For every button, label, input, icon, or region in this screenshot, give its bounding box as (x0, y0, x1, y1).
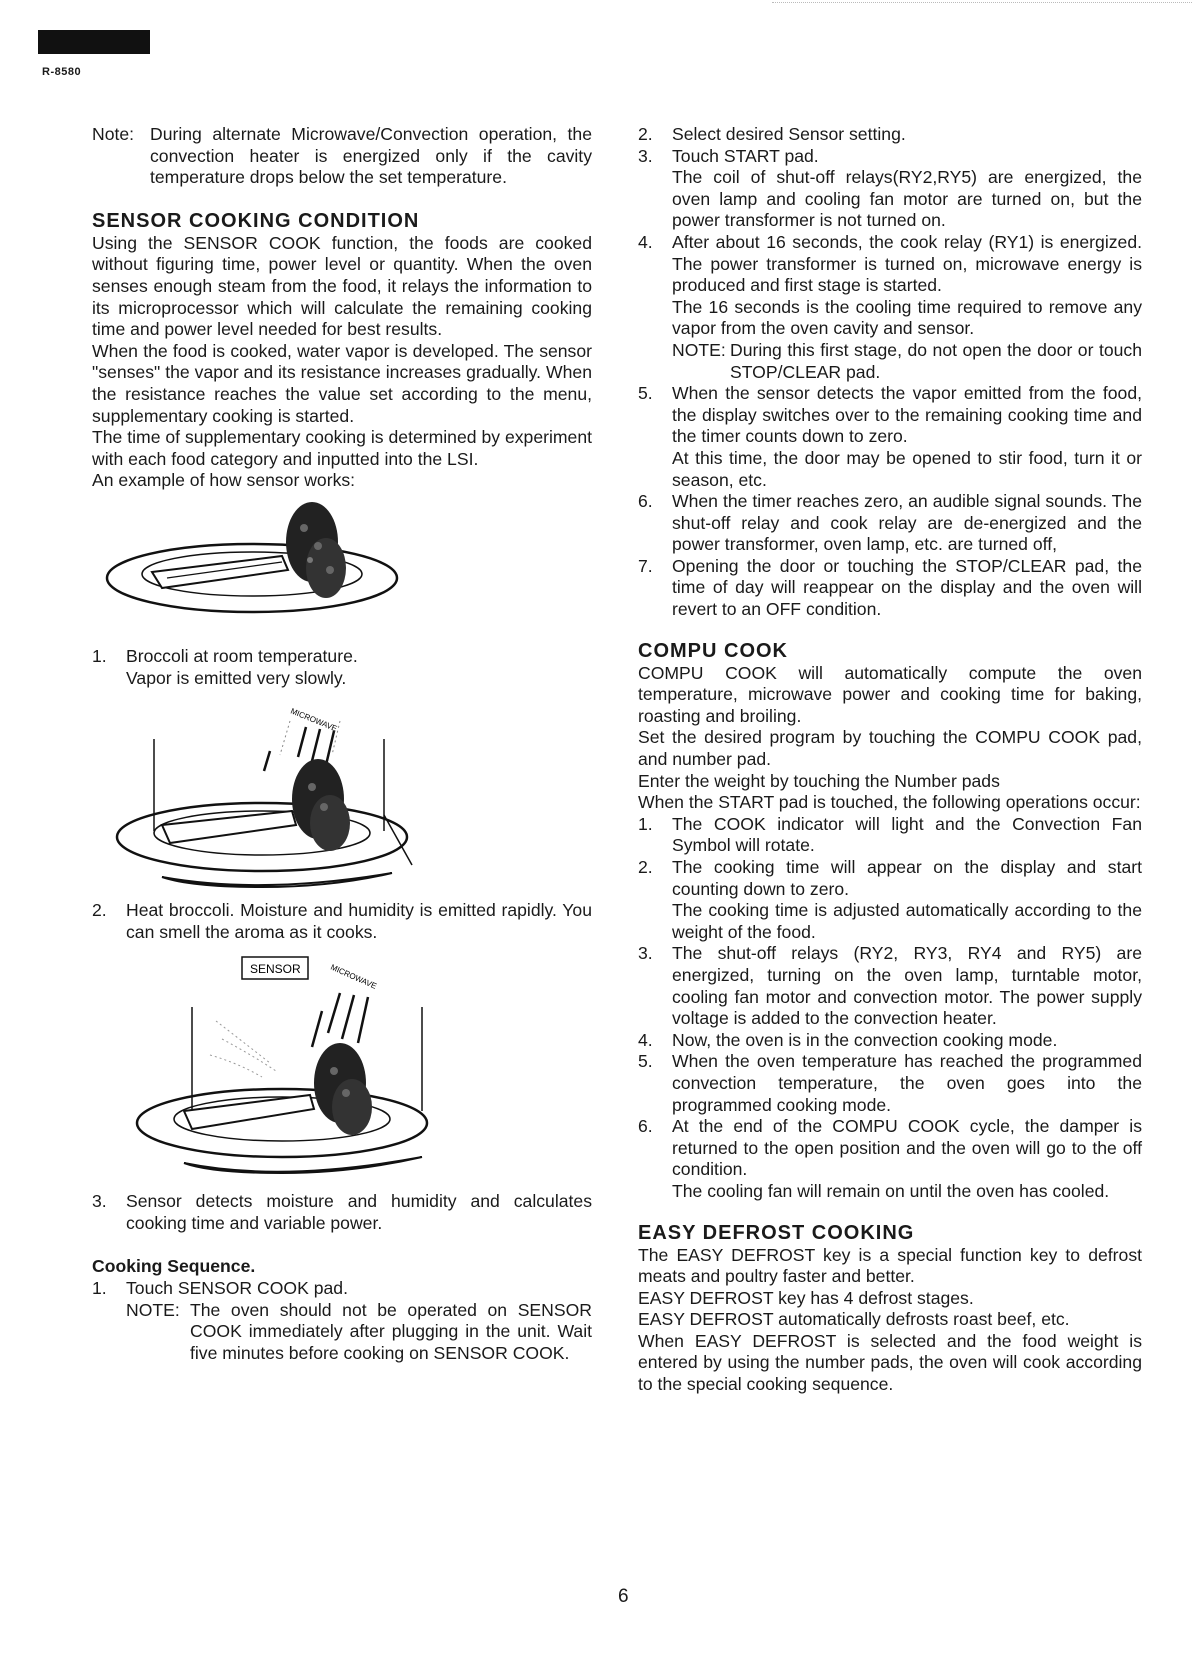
sensor-cooking-heading: SENSOR COOKING CONDITION (92, 209, 420, 232)
compu-step-4: 4. Now, the oven is in the convection cooking mode. (638, 1029, 1058, 1050)
defrost-para-3: EASY DEFROST automatically defrosts roast beef, etc. (638, 1309, 1070, 1330)
heat-broccoli-illustration (92, 695, 432, 900)
page-number: 6 (618, 1586, 629, 1607)
example-step-3: 3. Sensor detects moisture and humidity and calculates cooking time and variable power. (92, 1191, 592, 1233)
sensor-para-2: When the food is cooked, water vapor is developed. The sensor "senses" the vapor and its resistance increases gradually. When the resistance reaches the value set according to the menu, supplementary cooking is started. (92, 340, 592, 426)
sequence-step-1: 1. Touch SENSOR COOK pad. NOTE: The oven should not be operated on SENSOR COOK immediately after plugging in the unit. Wait five minutes before cooking on SENSOR COOK. (92, 1278, 592, 1363)
sequence-step-3: 3. Touch START pad. The coil of shut-off relays(RY2,RY5) are energized, the oven lamp and cooling fan motor are turned on, but the power transformer is not turned on. (638, 145, 1142, 231)
compu-step-3: 3. The shut-off relays (RY2, RY3, RY4 and RY5) are energized, turning on the oven lamp, turntable motor, cooling fan motor and convection motor. The power supply voltage is added to the convection heater. (638, 943, 1142, 1029)
compu-step-5: 5. When the oven temperature has reached the programmed convection temperature, the oven goes into the programmed cooking mode. (638, 1051, 1142, 1115)
sensor-label: SENSOR (250, 962, 301, 977)
convection-note (92, 124, 592, 189)
first-stage-note: NOTE: During this first stage, do not open the door or touch STOP/CLEAR pad. (672, 339, 1142, 382)
cooking-sequence-heading: Cooking Sequence. (92, 1256, 256, 1277)
defrost-para-1: The EASY DEFROST key is a special function key to defrost meats and poultry faster and better. (638, 1244, 1142, 1287)
microwave-label: MICROWAVE (289, 706, 339, 734)
defrost-para-4: When EASY DEFROST is selected and the food weight is entered by using the number pads, the oven will cook according to the special cooking sequence. (638, 1330, 1142, 1395)
top-dotted-rule (772, 2, 1192, 3)
sensor-detect-illustration (92, 951, 432, 1191)
microwave-label-2: MICROWAVE (329, 962, 378, 992)
sequence-step-6: 6. When the timer reaches zero, an audible signal sounds. The shut-off relay and cook relay are de-energized and the power transformer, oven lamp, etc. are turned off, (638, 491, 1142, 555)
compu-step-1: 1. The COOK indicator will light and the Convection Fan Symbol will rotate. (638, 813, 1142, 856)
sensor-para-4: An example of how sensor works: (92, 470, 356, 491)
note-label: Note: (92, 124, 135, 144)
sensor-cook-note: NOTE: The oven should not be operated on SENSOR COOK immediately after plugging in the unit. Wait five minutes before cooking on SENSOR COOK. (126, 1299, 592, 1363)
easy-defrost-heading: EASY DEFROST COOKING (638, 1221, 915, 1244)
compu-para-1: COMPU COOK will automatically compute the oven temperature, microwave power and cooking time for baking, roasting and broiling. (638, 662, 1142, 726)
compu-para-2: Set the desired program by touching the COMPU COOK pad, and number pad. (638, 727, 1142, 770)
sequence-step-5: 5. When the sensor detects the vapor emitted from the food, the display switches over to the remaining cooking time and the timer counts down to zero. At this time, the door may be opened to stir food, turn it or season, etc. (638, 383, 1142, 490)
sequence-step-7: 7. Opening the door or touching the STOP/CLEAR pad, the time of day will reappear on the display and the oven will revert to an OFF condition. (638, 555, 1142, 620)
header-black-tab (38, 30, 150, 54)
note-text: During alternate Microwave/Convection operation, the convection heater is energized only if the cavity temperature drops below the set temperature. (150, 124, 592, 188)
sensor-para-1: Using the SENSOR COOK function, the foods are cooked without figuring time, power level or quantity. When the oven senses enough steam from the food, it relays the information to its microprocessor which will calculate the remaining cooking time and power level needed for best results. (92, 232, 592, 340)
compu-step-2: 2. The cooking time will appear on the display and start counting down to zero. The cooking time is adjusted automatically according to the weight of the food. (638, 857, 1142, 942)
sensor-para-3: The time of supplementary cooking is determined by experiment with each food category and inputted into the LSI. (92, 427, 592, 469)
example-step-1: 1. Broccoli at room temperature. Vapor is emitted very slowly. (92, 645, 358, 688)
sequence-step-2: 2. Select desired Sensor setting. (638, 124, 906, 144)
example-step-2: 2. Heat broccoli. Moisture and humidity is emitted rapidly. You can smell the aroma as it cooks. (92, 900, 592, 942)
sequence-step-4: 4. After about 16 seconds, the cook relay (RY1) is energized. The power transformer is turned on, microwave energy is produced and first stage is started. The 16 seconds is the cooling time required to remove any vapor from the oven cavity and sensor. NOTE: During this first stage, do not open the door or touch STOP/CLEAR pad. (638, 231, 1142, 382)
compu-para-4: When the START pad is touched, the following operations occur: (638, 792, 1141, 813)
right-column (638, 124, 1142, 1396)
compu-para-3: Enter the weight by touching the Number pads (638, 770, 1000, 791)
model-number: R-8580 (42, 66, 82, 78)
defrost-para-2: EASY DEFROST key has 4 defrost stages. (638, 1287, 974, 1308)
compu-cook-heading: COMPU COOK (638, 639, 788, 662)
left-column (92, 124, 592, 1364)
broccoli-room-temp-illustration (92, 498, 412, 646)
compu-step-6: 6. At the end of the COMPU COOK cycle, the damper is returned to the open position and the oven will go to the off condition. The cooling fan will remain on until the oven has cooled. (638, 1116, 1142, 1201)
